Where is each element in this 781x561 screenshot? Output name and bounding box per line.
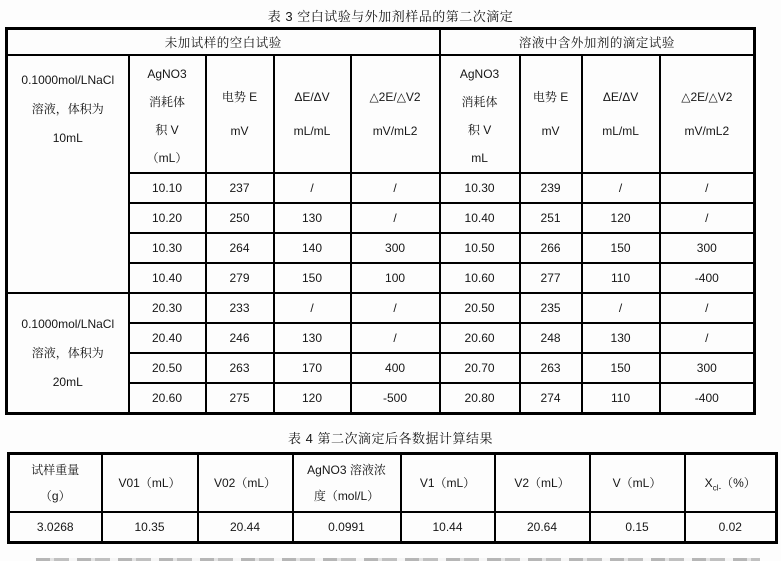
cell: 20.60 bbox=[440, 323, 520, 353]
cell: 251 bbox=[520, 203, 582, 233]
cell: 130 bbox=[274, 323, 351, 353]
cell: / bbox=[660, 173, 755, 203]
cell: 0.02 bbox=[685, 512, 777, 543]
cell: 20.80 bbox=[440, 383, 520, 414]
cell: 277 bbox=[520, 263, 582, 293]
cell: / bbox=[351, 293, 440, 323]
cell: / bbox=[351, 323, 440, 353]
cell: / bbox=[351, 203, 440, 233]
table4-header-sample-weight: 试样重量 （g） bbox=[9, 454, 102, 513]
table3-section-right-header: 溶液中含外加剂的滴定试验 bbox=[440, 29, 755, 56]
cell: 20.30 bbox=[129, 293, 206, 323]
table4-header-v: V（mL） bbox=[590, 454, 685, 513]
table3-header-potential-right: 电势 E mV bbox=[520, 55, 582, 173]
cell: 10.35 bbox=[102, 512, 198, 543]
table3-title: 表 3 空白试验与外加剂样品的第二次滴定 bbox=[267, 9, 514, 24]
table3-header-potential-left: 电势 E mV bbox=[206, 55, 274, 173]
cell: / bbox=[660, 293, 755, 323]
cell: 100 bbox=[351, 263, 440, 293]
cell: 0.0991 bbox=[293, 512, 401, 543]
cell: -400 bbox=[660, 383, 755, 414]
cell: 263 bbox=[520, 353, 582, 383]
table3-titration bbox=[5, 27, 756, 415]
cell: 274 bbox=[520, 383, 582, 414]
cell: 10.30 bbox=[129, 233, 206, 263]
cell: 233 bbox=[206, 293, 274, 323]
table3-header-de-dv-left: ΔE/ΔV mL/mL bbox=[274, 55, 351, 173]
cell: 10.60 bbox=[440, 263, 520, 293]
cell: 20.60 bbox=[129, 383, 206, 414]
table4-header-agno3-concentration: AgNO3 溶液浓 度（mol/L） bbox=[293, 454, 401, 513]
cell: 237 bbox=[206, 173, 274, 203]
cell: 150 bbox=[274, 263, 351, 293]
cell: 239 bbox=[520, 173, 582, 203]
cell: 246 bbox=[206, 323, 274, 353]
cell: 266 bbox=[520, 233, 582, 263]
cell: 300 bbox=[660, 353, 755, 383]
table4-data-row bbox=[9, 512, 777, 543]
cell: 248 bbox=[520, 323, 582, 353]
cell: 3.0268 bbox=[9, 512, 102, 543]
cell: 10.40 bbox=[440, 203, 520, 233]
table-row bbox=[7, 293, 755, 323]
table3-header-d2e-dv2-right: △2E/△V2 mV/mL2 bbox=[660, 55, 755, 173]
cell: 20.70 bbox=[440, 353, 520, 383]
cell: / bbox=[274, 293, 351, 323]
cell: 235 bbox=[520, 293, 582, 323]
cell: 120 bbox=[582, 203, 660, 233]
cell: -500 bbox=[351, 383, 440, 414]
table4-header-row bbox=[9, 454, 777, 513]
table3-column-header-row bbox=[7, 55, 755, 173]
cell: 20.64 bbox=[495, 512, 590, 543]
cell: 275 bbox=[206, 383, 274, 414]
cell: 400 bbox=[351, 353, 440, 383]
cell: 263 bbox=[206, 353, 274, 383]
cell: 300 bbox=[351, 233, 440, 263]
cell: 279 bbox=[206, 263, 274, 293]
cell: 10.50 bbox=[440, 233, 520, 263]
cell: 170 bbox=[274, 353, 351, 383]
cell: 150 bbox=[582, 353, 660, 383]
cell: 10.40 bbox=[129, 263, 206, 293]
cell: 250 bbox=[206, 203, 274, 233]
cell: 10.10 bbox=[129, 173, 206, 203]
cell: 150 bbox=[582, 233, 660, 263]
cell: 140 bbox=[274, 233, 351, 263]
table3-header-agno3-left: AgNO3 消耗体 积 V （mL） bbox=[129, 55, 206, 173]
table4-results bbox=[7, 452, 778, 544]
cell: 10.20 bbox=[129, 203, 206, 233]
table4-header-v01: V01（mL） bbox=[102, 454, 198, 513]
table3-section-row bbox=[7, 29, 755, 56]
cell: 264 bbox=[206, 233, 274, 263]
table3-header-agno3-right: AgNO3 消耗体 积 V mL bbox=[440, 55, 520, 173]
cell: 110 bbox=[582, 383, 660, 414]
chloride-subscript: cl- bbox=[712, 483, 722, 493]
cell: 20.40 bbox=[129, 323, 206, 353]
cell: 300 bbox=[660, 233, 755, 263]
cell: / bbox=[660, 323, 755, 353]
cell: 20.50 bbox=[129, 353, 206, 383]
table4-header-xcl: $X_{cl-}(\%)$ bbox=[685, 454, 777, 513]
cell: -400 bbox=[660, 263, 755, 293]
table4-header-v02: V02（mL） bbox=[198, 454, 293, 513]
table3-label-block2: 0.1000mol/LNaCl 溶液，体积为 20mL bbox=[7, 293, 129, 414]
cell: 20.50 bbox=[440, 293, 520, 323]
cell: 0.15 bbox=[590, 512, 685, 543]
cell: 110 bbox=[582, 263, 660, 293]
cell: 20.44 bbox=[198, 512, 293, 543]
cell: / bbox=[582, 173, 660, 203]
table3-header-d2e-dv2-left: △2E/△V2 mV/mL2 bbox=[351, 55, 440, 173]
table3-label-block1: 0.1000mol/LNaCl 溶液，体积为 10mL bbox=[7, 55, 129, 293]
cell: / bbox=[274, 173, 351, 203]
cell: 10.44 bbox=[401, 512, 495, 543]
cell: 130 bbox=[274, 203, 351, 233]
table4-title: 表 4 第二次滴定后各数据计算结果 bbox=[288, 431, 493, 446]
cell: 10.30 bbox=[440, 173, 520, 203]
table4-header-v2: V2（mL） bbox=[495, 454, 590, 513]
cell: 130 bbox=[582, 323, 660, 353]
cell: / bbox=[660, 203, 755, 233]
table3-header-de-dv-right: ΔE/ΔV mL/mL bbox=[582, 55, 660, 173]
cell: 120 bbox=[274, 383, 351, 414]
cell: / bbox=[582, 293, 660, 323]
table4-header-v1: V1（mL） bbox=[401, 454, 495, 513]
cell: / bbox=[351, 173, 440, 203]
table3-section-left-header: 未加试样的空白试验 bbox=[7, 29, 440, 56]
